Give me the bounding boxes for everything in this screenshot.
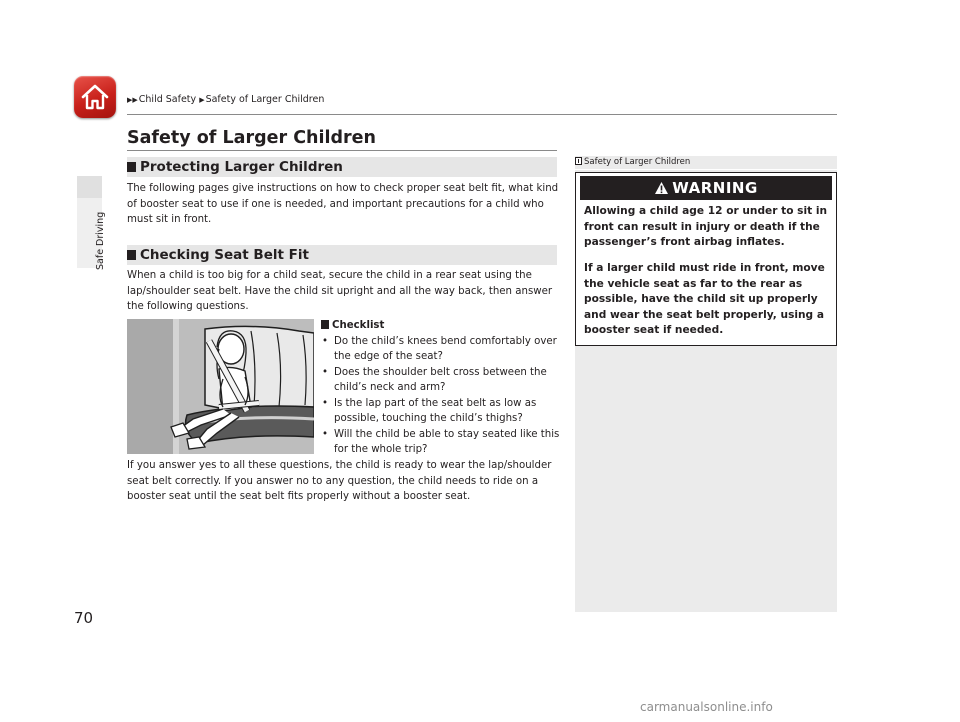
list-item-text: Do the child’s knees bend comfortably over the edge of the seat? [334, 335, 557, 362]
breadcrumb-item-current: Safety of Larger Children [205, 94, 325, 105]
list-item-text: Does the shoulder belt cross between the child’s neck and arm? [334, 366, 547, 393]
checklist-heading [321, 318, 561, 334]
checklist-heading-text: Checklist [332, 320, 385, 331]
checklist [321, 318, 561, 458]
list-item [321, 334, 561, 365]
breadcrumb-arrow-icon: ▶▶ [127, 96, 138, 104]
section-heading-protecting [127, 157, 557, 177]
home-icon [80, 82, 110, 112]
bullet-icon: • [322, 428, 329, 440]
title-divider [127, 150, 557, 151]
list-item-text: Is the lap part of the seat belt as low as possible, touching the child’s thighs? [334, 397, 537, 424]
side-note-divider [575, 169, 837, 170]
page-number: 70 [74, 609, 94, 627]
chapter-label[interactable]: Safe Driving [95, 211, 106, 270]
section-square-icon [127, 250, 136, 260]
section-body-protecting: The following pages give instructions on how to check proper seat belt fit, what kind of booster seat to use if one is needed, and important precautions for a child who must sit in front. [127, 183, 559, 225]
page-title: Safety of Larger Children [127, 128, 376, 148]
section-square-icon [321, 320, 329, 329]
warning-paragraph: If a larger child must ride in front, move the vehicle seat as far to the rear as possible, have the child sit up properly and wear the seat belt properly, using a booster seat if needed. [584, 262, 825, 336]
child-seat-belt-illustration [127, 319, 314, 454]
warning-header [580, 176, 832, 200]
section-heading-seat-belt-fit [127, 245, 557, 265]
chapter-tab-marker [77, 176, 102, 198]
side-note-heading [575, 157, 837, 167]
list-item [321, 396, 561, 427]
bullet-icon: • [322, 397, 329, 409]
note-marker-icon [575, 157, 582, 165]
list-item [321, 365, 561, 396]
bullet-icon: • [322, 366, 329, 378]
section-heading-text: Protecting Larger Children [140, 159, 343, 175]
warning-paragraph: Allowing a child age 12 or under to sit in front can result in injury or death if the passenger’s front airbag inflates. [584, 205, 828, 248]
header-divider [127, 114, 837, 115]
home-button[interactable] [74, 76, 116, 118]
side-note-heading-text: Safety of Larger Children [584, 157, 691, 167]
breadcrumb [127, 94, 324, 105]
section-intro-seat-belt-fit: When a child is too big for a child seat, secure the child in a rear seat using the lap/shoulder seat belt. Have the child sit upright and all the way back, then answer the following questions. [127, 270, 553, 312]
section-heading-text: Checking Seat Belt Fit [140, 247, 309, 263]
section-conclusion: If you answer yes to all these questions, the child is ready to wear the lap/shoulder seat belt correctly. If you answer no to any question, the child needs to ride on a booster seat until the seat belt fits properly without a booster seat. [127, 460, 552, 502]
breadcrumb-arrow-icon: ▶ [199, 96, 205, 104]
watermark: carmanualsonline.info [640, 700, 773, 714]
list-item [321, 427, 561, 458]
warning-triangle-icon [654, 181, 669, 195]
list-item-text: Will the child be able to stay seated like this for the whole trip? [334, 428, 560, 455]
bullet-icon: • [322, 335, 329, 347]
warning-label: WARNING [672, 179, 758, 197]
breadcrumb-item-child-safety[interactable]: Child Safety [138, 94, 197, 105]
section-square-icon [127, 162, 136, 172]
